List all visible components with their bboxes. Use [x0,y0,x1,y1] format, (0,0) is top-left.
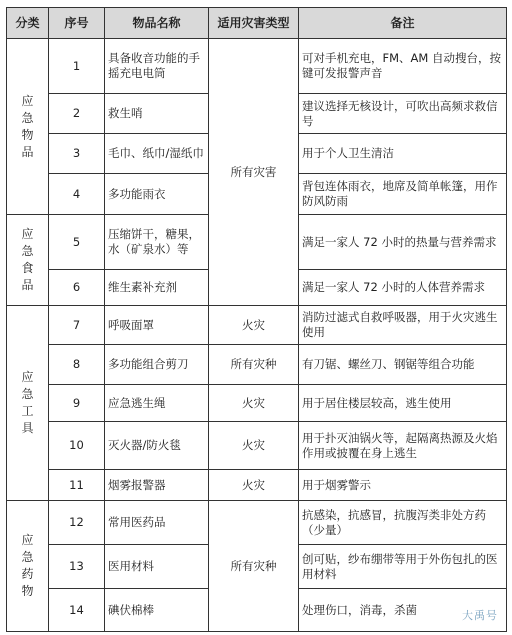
item-note: 用于居住楼层较高，逃生使用 [299,385,507,422]
row-number: 7 [49,306,105,345]
row-number: 11 [49,470,105,501]
header-disaster-type: 适用灾害类型 [209,8,299,39]
table-row [7,39,507,94]
table-header-row [7,8,507,39]
header-note: 备注 [299,8,507,39]
item-name: 碘伏棉棒 [105,589,209,632]
row-number: 8 [49,345,105,385]
row-number: 6 [49,270,105,306]
item-name: 救生哨 [105,94,209,134]
category-cell [7,39,49,215]
category-label: 应急食品 [21,227,34,292]
category-label: 应急物品 [21,93,34,159]
item-note: 满足一家人 72 小时的热量与营养需求 [299,215,507,270]
header-category: 分类 [7,8,49,39]
item-name: 压缩饼干，糖果，水（矿泉水）等 [105,215,209,270]
watermark: 大禹号 [462,609,498,622]
item-note: 消防过滤式自救呼吸器，用于火灾逃生使用 [299,306,507,345]
table-row [7,422,507,470]
item-note: 抗感染，抗感冒，抗腹泻类非处方药（少量） [299,501,507,545]
disaster-type-cell: 火灾 [209,422,299,470]
row-number: 3 [49,134,105,174]
category-label: 应急工具 [21,370,34,435]
row-number: 1 [49,39,105,94]
disaster-type-cell: 所有灾种 [209,501,299,632]
item-name: 具备收音功能的手摇充电电筒 [105,39,209,94]
disaster-type-cell: 火灾 [209,470,299,501]
disaster-type-cell: 所有灾害 [209,39,299,306]
item-name: 毛巾、纸巾/湿纸巾 [105,134,209,174]
row-number: 10 [49,422,105,470]
table-row [7,345,507,385]
item-note: 可对手机充电，FM、AM 自动搜台，按键可发报警声音 [299,39,507,94]
row-number: 2 [49,94,105,134]
item-note: 建议选择无核设计，可吹出高频求救信号 [299,94,507,134]
item-name: 维生素补充剂 [105,270,209,306]
row-number: 14 [49,589,105,632]
item-note: 用于烟雾警示 [299,470,507,501]
item-note: 创可贴，纱布绷带等用于外伤包扎的医用材料 [299,545,507,589]
item-note: 有刀锯、螺丝刀、钢锯等组合功能 [299,345,507,385]
emergency-supplies-table [6,7,507,632]
row-number: 9 [49,385,105,422]
header-item-name: 物品名称 [105,8,209,39]
row-number: 4 [49,174,105,215]
item-name: 常用医药品 [105,501,209,545]
table-row [7,470,507,501]
item-name: 烟雾报警器 [105,470,209,501]
item-name: 应急逃生绳 [105,385,209,422]
disaster-type-cell: 火灾 [209,385,299,422]
row-number: 12 [49,501,105,545]
item-note: 背包连体雨衣，地席及简单帐篷，用作防风防雨 [299,174,507,215]
category-cell [7,501,49,632]
disaster-type-cell: 所有灾种 [209,345,299,385]
row-number: 13 [49,545,105,589]
category-label: 应急药物 [21,533,34,598]
item-note: 满足一家人 72 小时的人体营养需求 [299,270,507,306]
disaster-type-cell: 火灾 [209,306,299,345]
item-name: 多功能雨衣 [105,174,209,215]
table-row [7,501,507,545]
item-name: 灭火器/防火毯 [105,422,209,470]
item-note: 用于扑灭油锅火等，起隔离热源及火焰作用或披覆在身上逃生 [299,422,507,470]
header-number: 序号 [49,8,105,39]
item-name: 呼吸面罩 [105,306,209,345]
table-row [7,385,507,422]
item-note: 处理伤口，消毒，杀菌 [299,589,507,632]
row-number: 5 [49,215,105,270]
category-cell [7,215,49,306]
category-cell [7,306,49,501]
item-name: 医用材料 [105,545,209,589]
table-row [7,306,507,345]
item-note: 用于个人卫生清洁 [299,134,507,174]
item-name: 多功能组合剪刀 [105,345,209,385]
